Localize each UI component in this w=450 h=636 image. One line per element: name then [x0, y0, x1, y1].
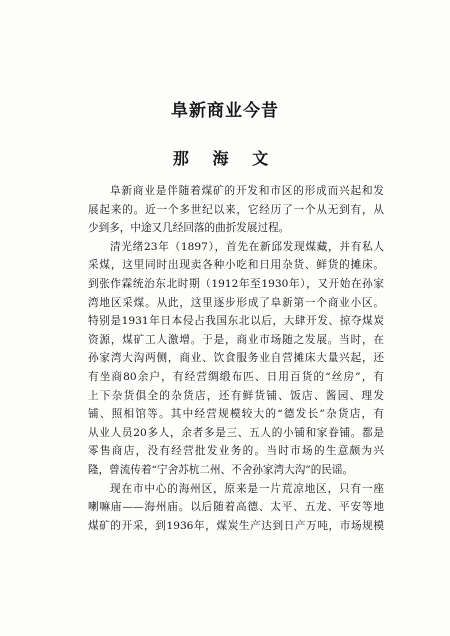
- page-title: 阜新商业今昔: [171, 101, 279, 121]
- text-line: 采煤，这里同时出现卖各种小吃和日用杂货、鲜货的摊床。: [88, 259, 384, 272]
- text-line: 零售商店，没有经营批发业务的。当时市场的生意颇为兴: [88, 445, 384, 458]
- text-line: 煤矿的开采，到1936年，煤炭生产达到日产万吨，市场规模: [88, 519, 384, 532]
- text-line: 展起来的。近一个多世纪以来，它经历了一个从无到有，从: [88, 203, 384, 216]
- text-line: 阜新商业是伴随着煤矿的开发和市区的形成而兴起和发: [110, 185, 384, 197]
- text-line: 从业人员20多人，余者多是三、五人的小铺和家眷铺。都是: [88, 426, 384, 439]
- text-line: 现在市中心的海州区，原来是一片荒凉地区，只有一座: [110, 482, 384, 495]
- text-line: 清光绪23年（1897），首先在新邱发现煤藏，并有私人: [110, 240, 384, 253]
- text-line: 铺、照相馆等。其中经营规模较大的“德发长”杂货店，有: [88, 408, 384, 421]
- body-text: [88, 182, 384, 535]
- text-line: 少到多，中途又几经回落的曲折发展过程。: [88, 222, 290, 235]
- text-line: 喇嘛庙——海州庙。以后随着高德、太平、五龙、平安等地: [88, 501, 384, 514]
- text-line: 资源，煤矿工人激增。于是，商业市场随之发展。当时，在: [88, 333, 384, 346]
- text-line: 湾地区采煤。从此，这里逐步形成了阜新第一个商业小区。: [88, 296, 384, 309]
- text-line: 孙家湾大沟两侧，商业、饮食服务业自营摊床大量兴起，还: [88, 352, 384, 365]
- author-byline: 那 海 文: [172, 149, 278, 168]
- text-line: 到张作霖统治东北时期（1912年至1930年），又开始在孙家: [88, 277, 384, 290]
- text-line: 隆，曾流传着“宁舍苏杭二州、不舍孙家湾大沟”的民谣。: [88, 463, 354, 476]
- text-line: 特别是1931年日本侵占我国东北以后，大肆开发、掠夺煤炭: [88, 315, 384, 328]
- text-line: 上下杂货俱全的杂货店，还有鲜货铺、饭店、酱园、理发: [88, 389, 384, 402]
- text-line: 有坐商80余户，有经营绸缎布匹、日用百货的“丝房”，有: [88, 370, 384, 383]
